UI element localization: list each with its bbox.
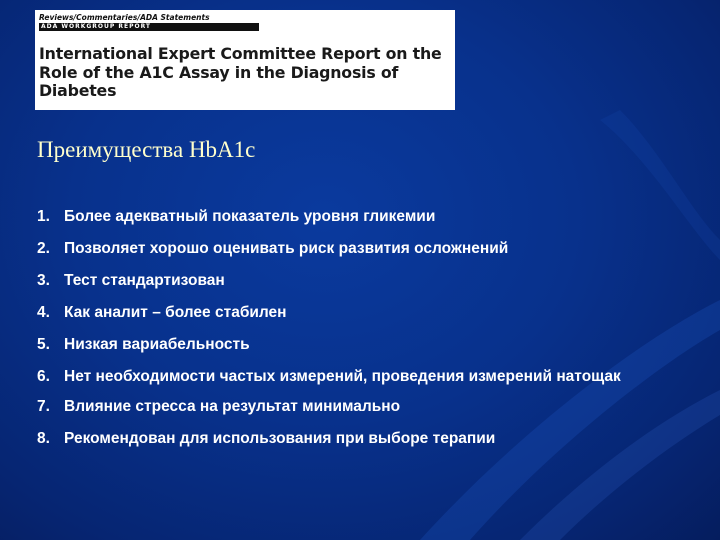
- list-item-number: 3.: [37, 272, 50, 289]
- list-item-text: Рекомендован для использования при выборе терапии: [64, 430, 496, 447]
- workgroup-bar: ADA WORKGROUP REPORT: [39, 23, 259, 31]
- list-item-text: Низкая вариабельность: [64, 336, 250, 353]
- list-item: [37, 304, 697, 322]
- list-item-number: 7.: [37, 398, 50, 415]
- slide-title: Преимущества HbA1c: [37, 137, 256, 162]
- list-item-text: Нет необходимости частых измерений, проведения измерений натощак: [64, 368, 621, 385]
- list-item: [37, 336, 697, 354]
- list-item: [37, 240, 697, 258]
- list-item: [37, 208, 697, 226]
- list-item-text: Более адекватный показатель уровня гликемии: [64, 208, 436, 225]
- list-item: [37, 398, 697, 416]
- list-item-text: Как аналит – более стабилен: [64, 304, 287, 321]
- journal-section-label: Reviews/Commentaries/ADA Statements: [39, 13, 210, 22]
- list-item-number: 2.: [37, 240, 50, 257]
- list-item: [37, 368, 697, 386]
- list-item-number: 5.: [37, 336, 50, 353]
- list-item-number: 6.: [37, 368, 50, 385]
- list-item-text: Тест стандартизован: [64, 272, 225, 289]
- list-item-number: 1.: [37, 208, 50, 225]
- benefits-list: [37, 208, 697, 462]
- list-item: [37, 272, 697, 290]
- list-item: [37, 430, 697, 448]
- list-item-text: Влияние стресса на результат минимально: [64, 398, 401, 415]
- list-item-number: 4.: [37, 304, 50, 321]
- list-item-text: Позволяет хорошо оценивать риск развития осложнений: [64, 240, 509, 257]
- report-title: International Expert Committee Report on the Role of the A1C Assay in the Diagnosis of Diabetes: [39, 44, 442, 100]
- list-item-number: 8.: [37, 430, 50, 447]
- journal-header-image: [35, 10, 455, 110]
